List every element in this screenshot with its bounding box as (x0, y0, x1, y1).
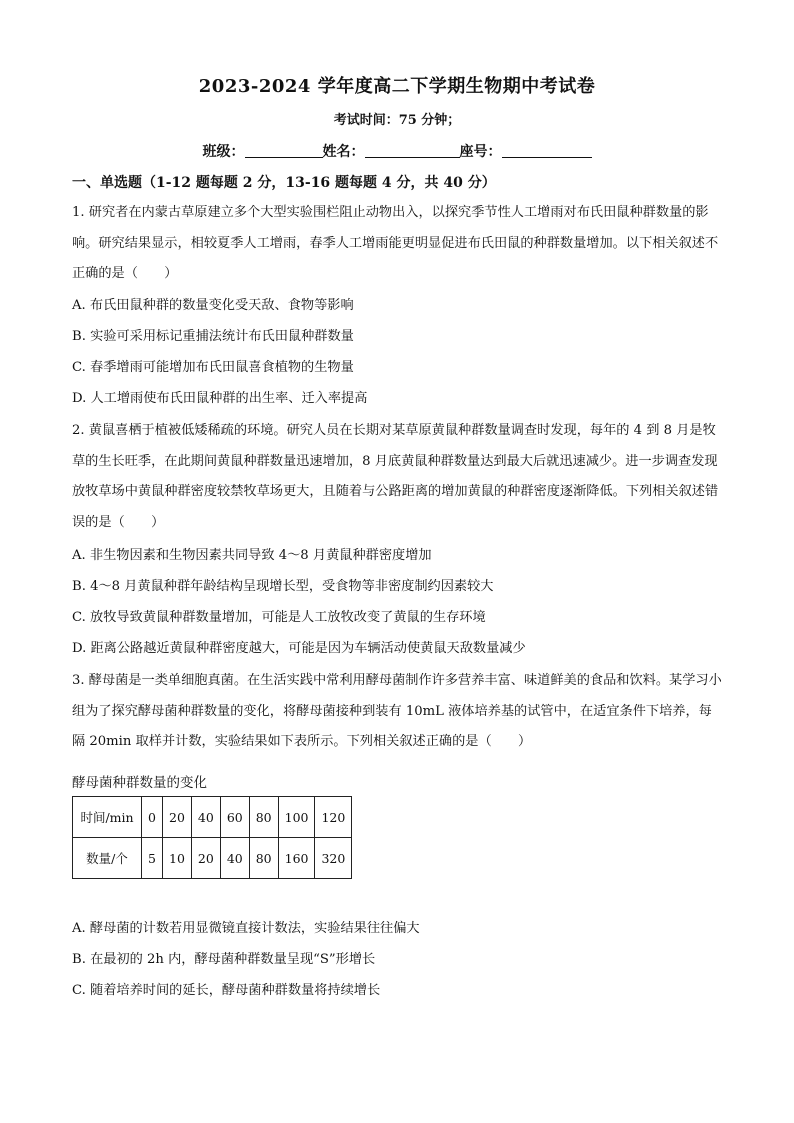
question-3-option-c: C. 随着培养时间的延长，酵母菌种群数量将持续增长 (72, 983, 381, 998)
table-cell: 20 (191, 838, 220, 879)
question-1-option-d: D. 人工增雨使布氏田鼠种群的出生率、迁入率提高 (72, 391, 368, 406)
question-1-stem: 1. 研究者在内蒙古草原建立多个大型实验围栏阻止动物出入，以探究季节性人工增雨对布氏田鼠种群数量的影响。研究结果显示，相较夏季人工增雨，春季人工增雨能更明显促进布氏田鼠的种群数量增加。以下相关叙述不正确的是（ ） (72, 205, 719, 281)
table-cell: 0 (142, 797, 163, 838)
table-cell: 100 (278, 797, 315, 838)
class-label: 班级： (202, 144, 245, 160)
table-cell: 160 (278, 838, 315, 879)
question-3-option-a: A. 酵母菌的计数若用显微镜直接计数法，实验结果往往偏大 (72, 921, 420, 936)
table-cell: 40 (220, 838, 249, 879)
table-cell: 40 (191, 797, 220, 838)
table-row (73, 838, 352, 879)
question-2-option-c: C. 放牧导致黄鼠种群数量增加，可能是人工放牧改变了黄鼠的生存环境 (72, 610, 486, 625)
name-label: 姓名： (322, 144, 365, 160)
table-cell: 320 (315, 838, 352, 879)
table-row (73, 797, 352, 838)
question-2-option-d: D. 距离公路越近黄鼠种群密度越大，可能是因为车辆活动使黄鼠天敌数量减少 (72, 641, 526, 656)
student-info-line (0, 141, 794, 161)
table-cell: 时间/min (73, 797, 142, 838)
table-cell: 120 (315, 797, 352, 838)
question-1-option-c: C. 春季增雨可能增加布氏田鼠喜食植物的生物量 (72, 360, 354, 375)
question-1-option-b: B. 实验可采用标记重捕法统计布氏田鼠种群数量 (72, 329, 354, 344)
table-cell: 20 (163, 797, 192, 838)
yeast-data-table (72, 796, 352, 879)
seat-blank (502, 143, 592, 158)
table-cell: 数量/个 (73, 838, 142, 879)
table-cell: 5 (142, 838, 163, 879)
question-2-option-a: A. 非生物因素和生物因素共同导致 4～8 月黄鼠种群密度增加 (72, 548, 432, 563)
table-cell: 80 (249, 797, 278, 838)
question-3-stem: 3. 酵母菌是一类单细胞真菌。在生活实践中常利用酵母菌制作许多营养丰富、味道鲜美的食品和饮料。某学习小组为了探究酵母菌种群数量的变化，将酵母菌接种到装有 10mL 液体培养基的试管中，在适宜条件下培养，每隔 20min 取样并计数，实验结果如下表所示。下列相关叙述正确的是（ ） (72, 673, 722, 749)
table-cell: 60 (220, 797, 249, 838)
table-title: 酵母菌种群数量的变化 (72, 775, 207, 791)
question-1-option-a: A. 布氏田鼠种群的数量变化受天敌、食物等影响 (72, 298, 354, 313)
section-heading: 一、单选题（1-12 题每题 2 分，13-16 题每题 4 分，共 40 分） (72, 175, 496, 191)
seat-label: 座号： (459, 144, 502, 160)
table-cell: 10 (163, 838, 192, 879)
question-3-option-b: B. 在最初的 2h 内，酵母菌种群数量呈现“S”形增长 (72, 952, 376, 967)
question-2-option-b: B. 4～8 月黄鼠种群年龄结构呈现增长型，受食物等非密度制约因素较大 (72, 579, 494, 594)
name-blank (365, 143, 460, 158)
question-2-stem: 2. 黄鼠喜栖于植被低矮稀疏的环境。研究人员在长期对某草原黄鼠种群数量调查时发现，每年的 4 到 8 月是牧草的生长旺季，在此期间黄鼠种群数量迅速增加，8 月底黄鼠种群数量达到最大后就迅速减少。进一步调查发现放牧草场中黄鼠种群密度较禁牧草场更大，且随着与公路距离的增加黄鼠的种群密度逐渐降低。下列相关叙述错误的是（ ） (72, 423, 719, 530)
page-title: 2023-2024 学年度高二下学期生物期中考试卷 (198, 76, 596, 97)
exam-time: 考试时间：75 分钟； (333, 113, 461, 128)
table-cell: 80 (249, 838, 278, 879)
class-blank (245, 143, 323, 158)
